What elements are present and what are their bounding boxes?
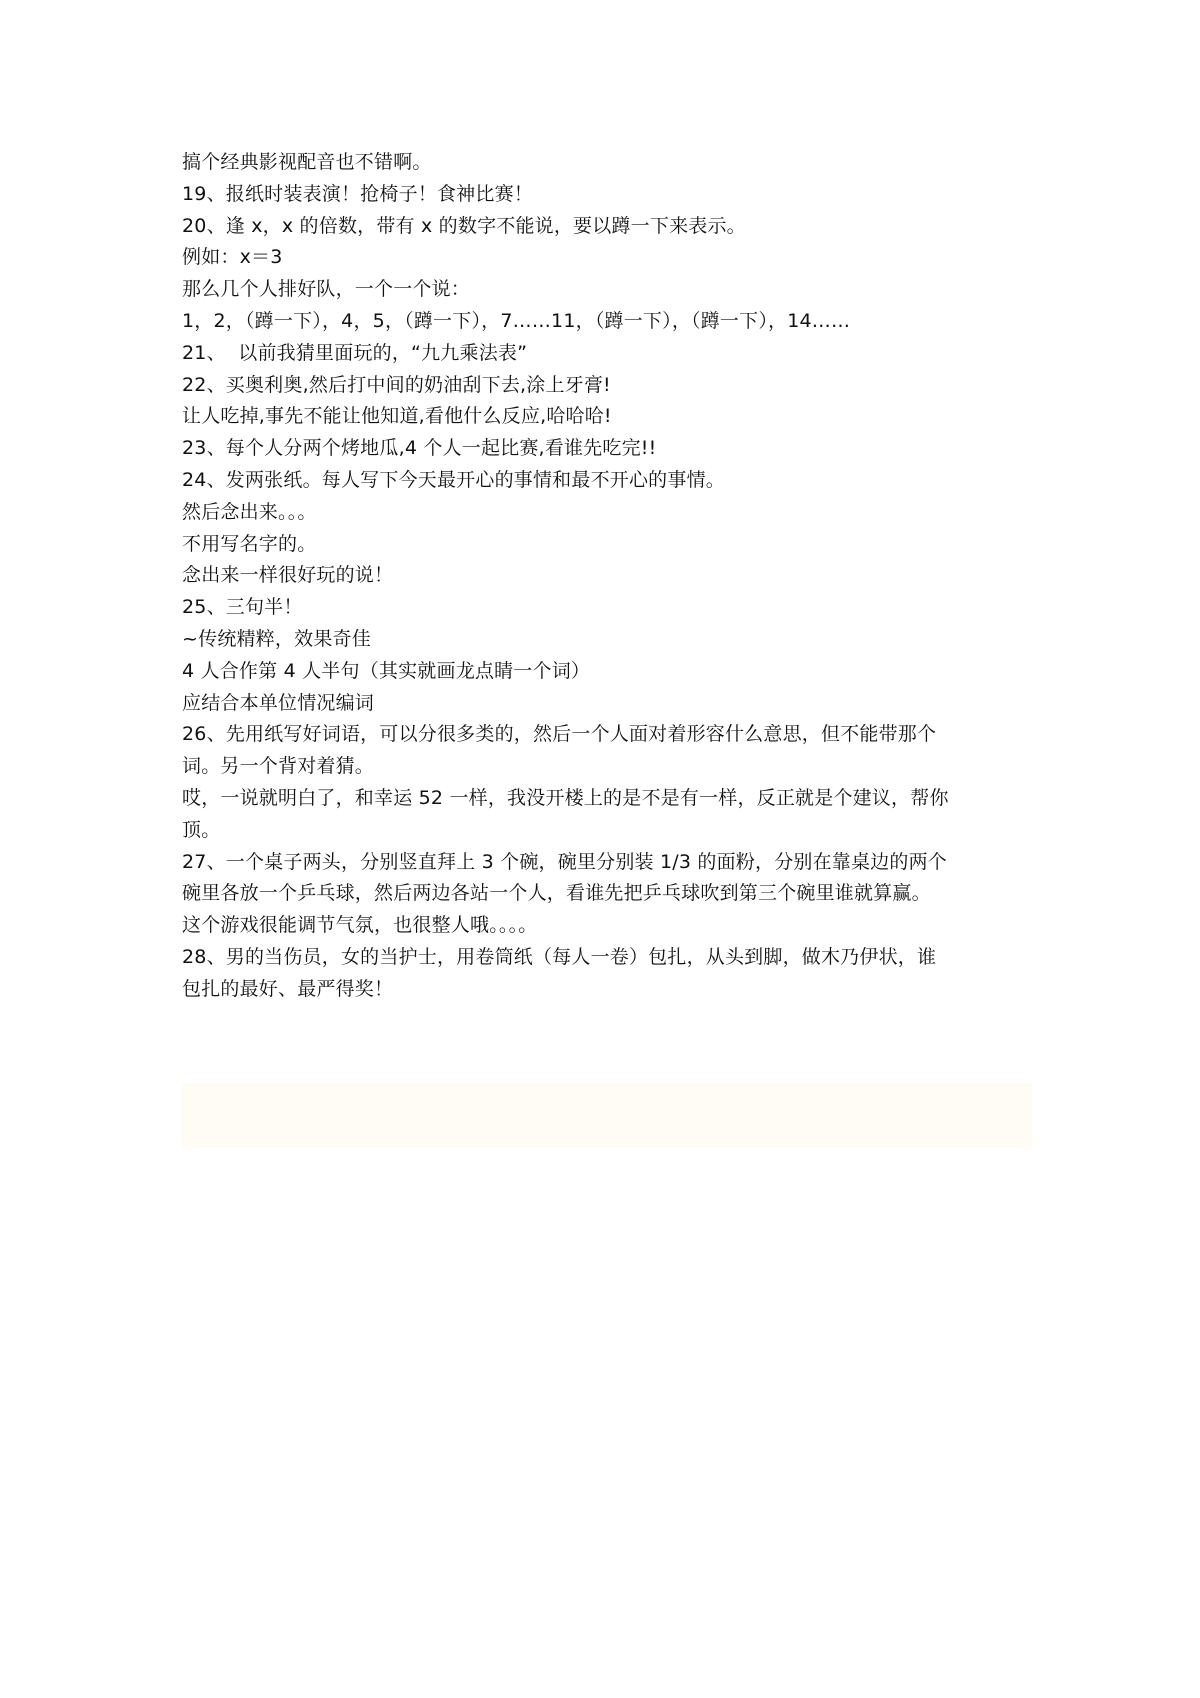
text-line: 22、买奥利奥,然后打中间的奶油刮下去,涂上牙膏!: [182, 373, 611, 396]
text-line: 念出来一样很好玩的说！: [182, 564, 394, 587]
document-body: [182, 147, 1032, 1006]
text-line: 20、逢 x，x 的倍数，带有 x 的数字不能说，要以蹲一下来表示。: [182, 214, 746, 237]
text-line: 25、三句半！: [182, 596, 303, 619]
text-line: 23、每个人分两个烤地瓜,4 个人一起比赛,看谁先吃完!!: [182, 437, 657, 460]
text-line: 顶。: [182, 818, 221, 841]
text-line: 这个游戏很能调节气氛，也很整人哦。。。。: [182, 914, 538, 937]
text-line: 27、一个桌子两头，分别竖直拜上 3 个碗，碗里分别装 1/3 的面粉，分别在靠桌边的两个: [182, 850, 948, 873]
text-line: 26、先用纸写好词语，可以分很多类的，然后一个人面对着形容什么意思，但不能带那个: [182, 723, 937, 746]
text-line: 21、 以前我猜里面玩的，“九九乘法表”: [182, 341, 528, 364]
text-line: 28、男的当伤员，女的当护士，用卷筒纸（每人一卷）包扎，从头到脚，做木乃伊状，谁: [182, 945, 937, 968]
text-line: 搞个经典影视配音也不错啊。: [182, 151, 432, 173]
text-line: 碗里各放一个乒乓球，然后两边各站一个人，看谁先把乒乓球吹到第三个碗里谁就算赢。: [182, 882, 931, 905]
text-line: 然后念出来。。。: [182, 500, 317, 523]
text-line: 应结合本单位情况编词: [182, 691, 375, 714]
text-line: 24、发两张纸。每人写下今天最开心的事情和最不开心的事情。: [182, 468, 725, 491]
text-line: 4 人合作第 4 人半句（其实就画龙点睛一个词）: [182, 659, 591, 682]
text-line: 不用写名字的。: [182, 532, 317, 555]
text-line: 让人吃掉,事先不能让他知道,看他什么反应,哈哈哈!: [182, 405, 612, 428]
text-line: 哎，一说就明白了，和幸运 52 一样，我没开楼上的是不是有一样，反正就是个建议，帮你: [182, 786, 949, 809]
text-line: 1，2，（蹲一下），4，5，（蹲一下），7……11，（蹲一下），（蹲一下），14……: [182, 309, 851, 332]
text-line: 例如：x＝3: [182, 246, 283, 269]
text-line: 19、报纸时装表演！抢椅子！食神比赛！: [182, 182, 533, 205]
text-line: 包扎的最好、最严得奖！: [182, 977, 394, 1000]
text-line: 那么几个人排好队，一个一个说：: [182, 278, 471, 301]
text-line: ~传统精粹，效果奇佳: [182, 627, 371, 650]
empty-shaded-box: [182, 1083, 1032, 1148]
text-line: 词。另一个背对着猜。: [182, 755, 375, 778]
